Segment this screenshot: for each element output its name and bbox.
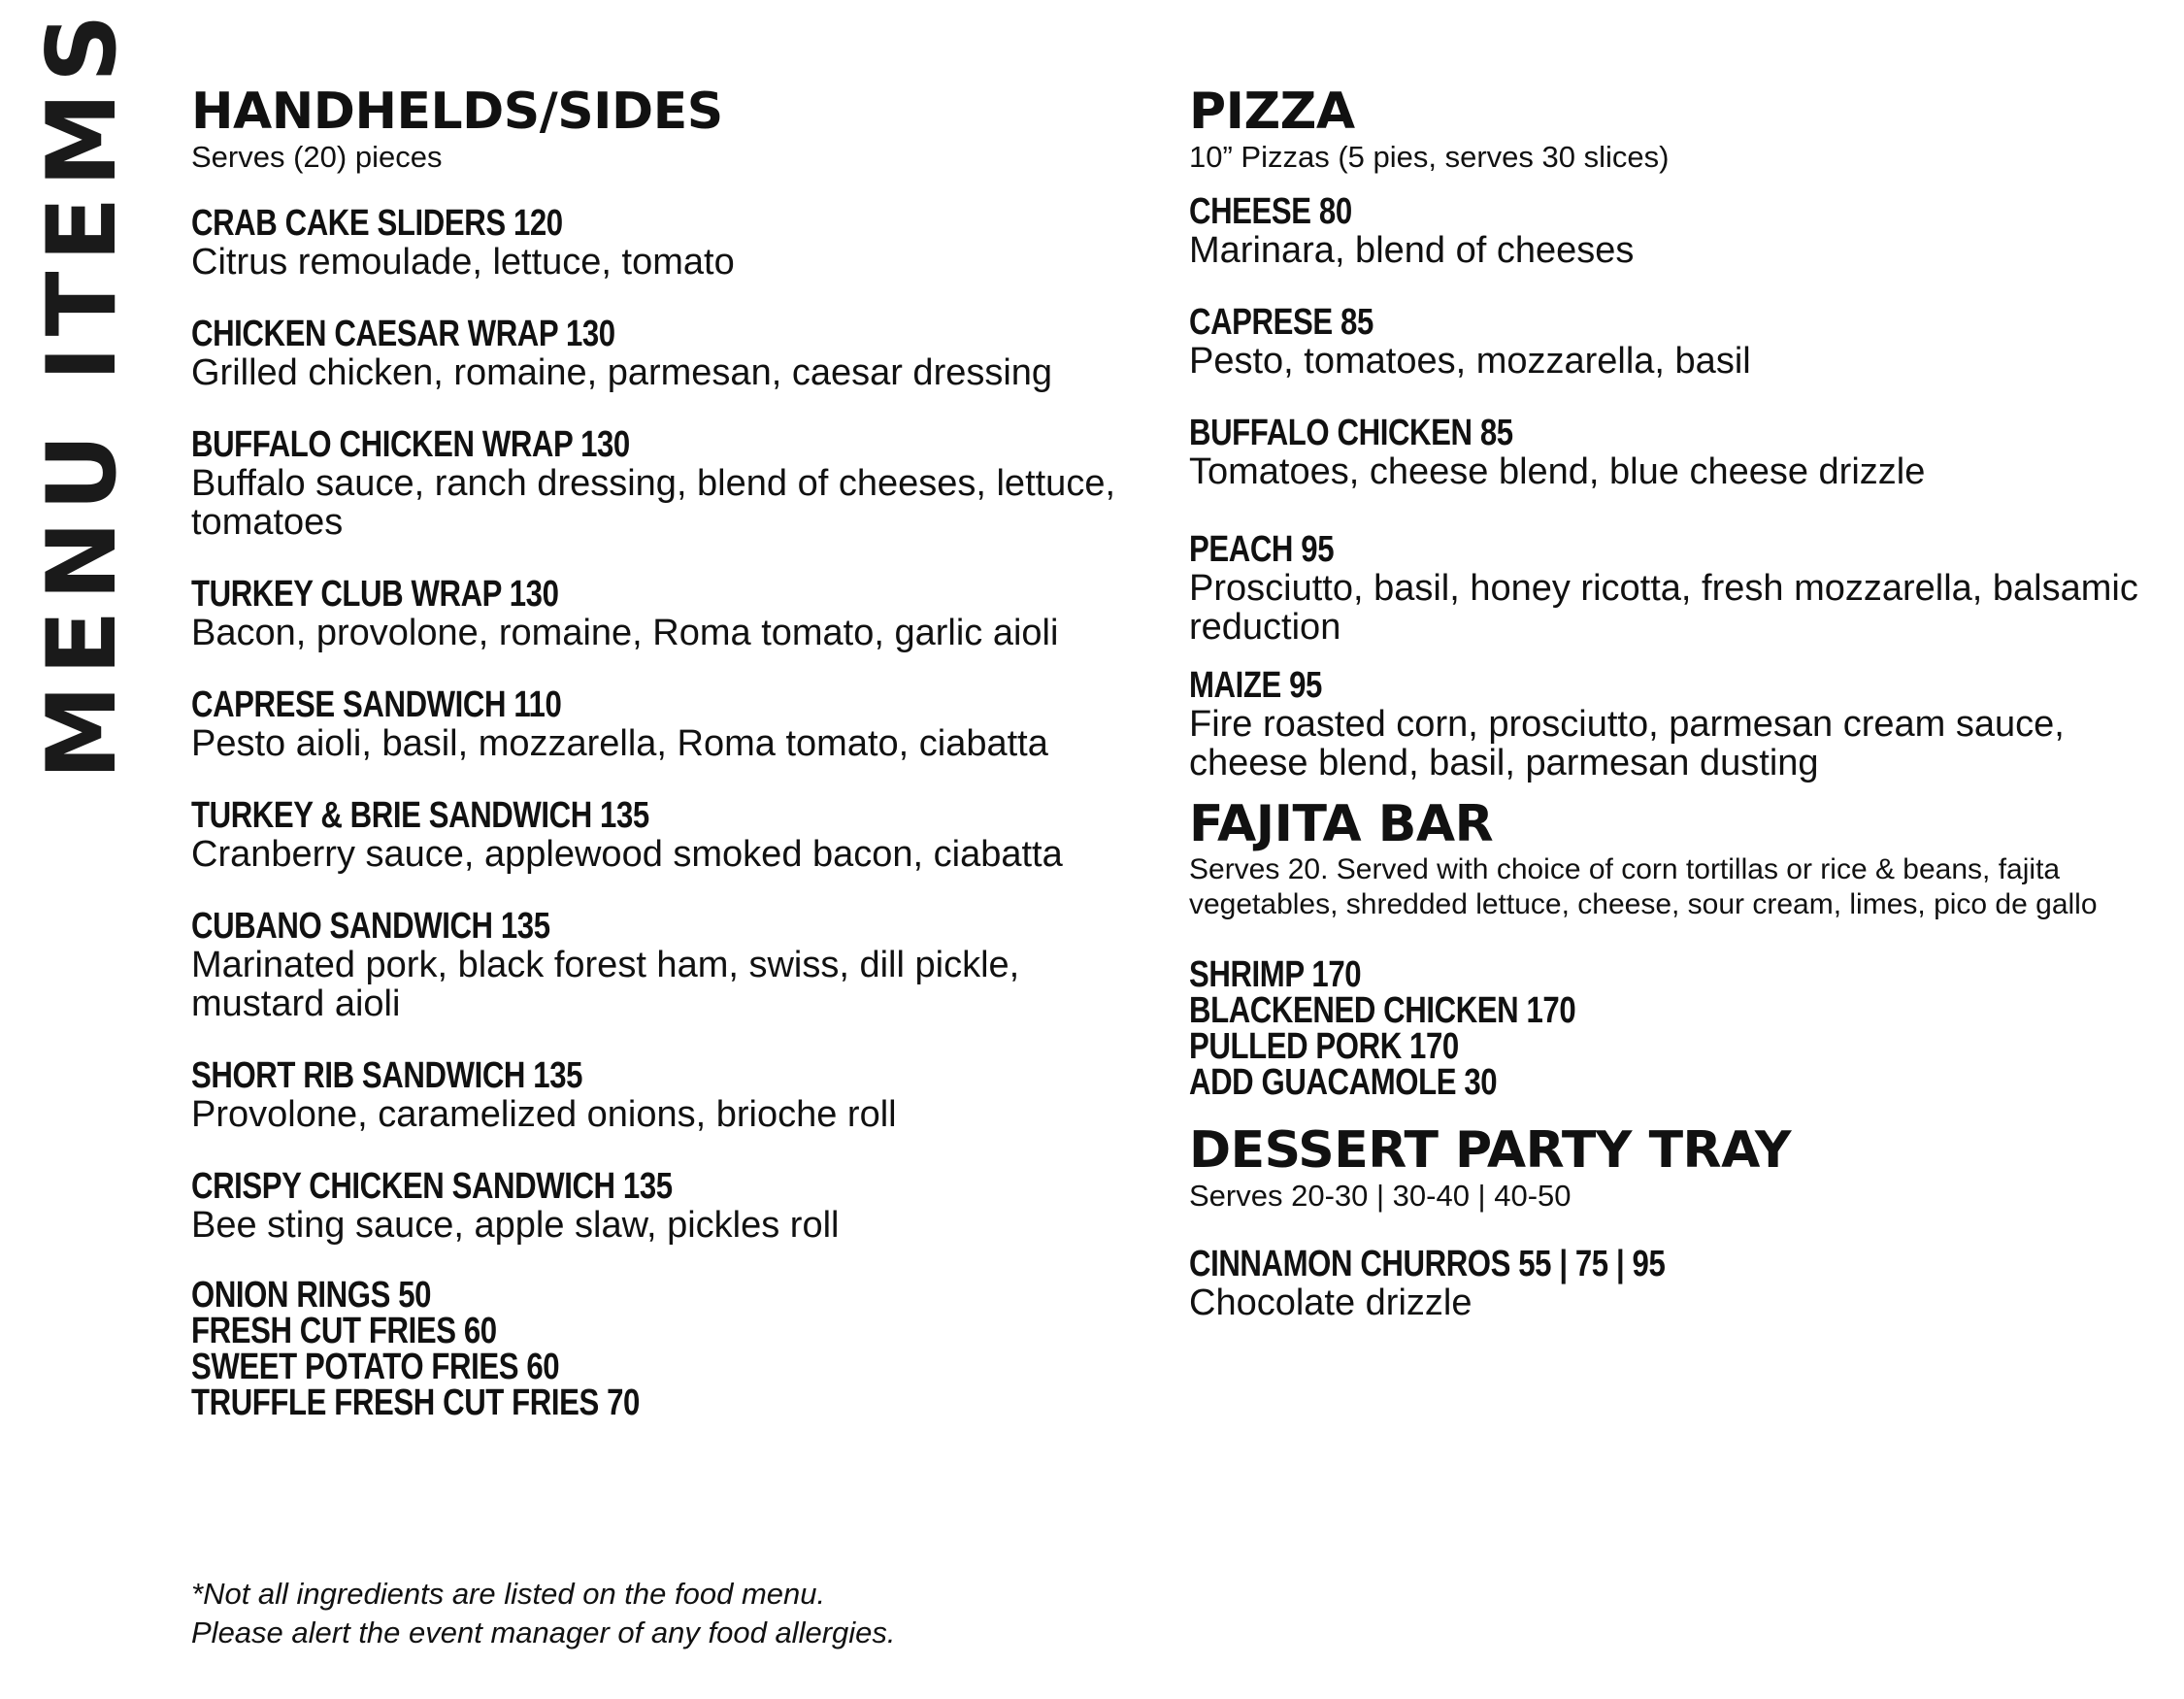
item-name: BUFFALO CHICKEN 85 [1189,413,1513,453]
item-name: CRAB CAKE SLIDERS 120 [191,203,563,244]
sides-list [191,1275,1152,1423]
item-description: Cranberry sauce, applewood smoked bacon, ciabatta [191,834,1063,875]
item-name: PEACH 95 [1189,529,1335,570]
menu-item [191,204,1152,282]
side-item: SWEET POTATO FRIES 60 [191,1347,560,1387]
item-description: Grilled chicken, romaine, parmesan, caesar dressing [191,352,1053,393]
fajita-list [1189,954,2169,1103]
side-item: FRESH CUT FRIES 60 [191,1311,497,1351]
menu-item [191,685,1152,763]
menu-item [191,1167,1152,1245]
menu-item [1189,192,2169,270]
section-subtitle: Serves 20. Served with choice of corn tortillas or rice & beans, fajita vegetables, shredded lettuce, cheese, sour cream, limes, pico de gallo [1189,853,2098,920]
fajita-item: ADD GUACAMOLE 30 [1189,1062,1498,1103]
item-description: Bee sting sauce, apple slaw, pickles roll [191,1205,840,1246]
section-title: HANDHELDS/SIDES [191,83,723,141]
section-title: DESSERT PARTY TRAY [1189,1121,1792,1180]
item-name: BUFFALO CHICKEN WRAP 130 [191,424,630,465]
menu-item [191,907,1152,1023]
item-description: Marinara, blend of cheeses [1189,230,1635,271]
section-title: PIZZA [1189,83,1355,141]
menu-item [191,1056,1152,1134]
menu-item [1189,303,2169,381]
fajita-item: BLACKENED CHICKEN 170 [1189,990,1576,1031]
item-description: Prosciutto, basil, honey ricotta, fresh mozzarella, balsamic reduction [1189,568,2138,648]
pizza-section [1189,83,2169,783]
menu-item [191,425,1152,542]
footnote-line: *Not all ingredients are listed on the food menu. [191,1577,826,1611]
allergy-footnote [191,1575,896,1652]
handhelds-section [191,83,1152,1450]
fajita-item: SHRIMP 170 [1189,954,1362,995]
fajita-item: PULLED PORK 170 [1189,1026,1459,1067]
item-name: CINNAMON CHURROS 55 | 75 | 95 [1189,1244,1666,1284]
item-description: Citrus remoulade, lettuce, tomato [191,242,735,283]
item-name: CRISPY CHICKEN SANDWICH 135 [191,1166,673,1207]
item-name: CHICKEN CAESAR WRAP 130 [191,314,615,354]
side-title: MENU ITEMS [27,4,138,780]
item-description: Fire roasted corn, prosciutto, parmesan cream sauce, cheese blend, basil, parmesan dusting [1189,704,2065,783]
menu-item [1189,1245,2169,1322]
item-name: MAIZE 95 [1189,665,1322,706]
side-item: ONION RINGS 50 [191,1275,432,1316]
fajita-section [1189,796,2169,1101]
item-name: SHORT RIB SANDWICH 135 [191,1055,583,1096]
item-description: Pesto aioli, basil, mozzarella, Roma tomato, ciabatta [191,723,1048,764]
menu-item [191,796,1152,874]
item-name: CAPRESE 85 [1189,302,1373,343]
section-subtitle: 10” Pizzas (5 pies, serves 30 slices) [1189,140,1670,174]
section-title: FAJITA BAR [1189,795,1494,853]
item-description: Pesto, tomatoes, mozzarella, basil [1189,341,1751,382]
menu-item [1189,414,2169,491]
section-subtitle: Serves (20) pieces [191,140,443,174]
section-subtitle: Serves 20-30 | 30-40 | 40-50 [1189,1179,1572,1213]
item-name: TURKEY CLUB WRAP 130 [191,574,559,615]
menu-item [1189,666,2169,783]
item-description: Tomatoes, cheese blend, blue cheese drizzle [1189,451,1926,492]
footnote-line: Please alert the event manager of any food allergies. [191,1616,896,1649]
item-name: CAPRESE SANDWICH 110 [191,684,562,725]
side-item: TRUFFLE FRESH CUT FRIES 70 [191,1383,640,1423]
item-description: Bacon, provolone, romaine, Roma tomato, garlic aioli [191,613,1059,653]
item-name: CHEESE 80 [1189,191,1352,232]
item-description: Chocolate drizzle [1189,1283,1473,1323]
menu-item [191,575,1152,652]
item-description: Provolone, caramelized onions, brioche roll [191,1094,897,1135]
menu-item [191,315,1152,392]
item-description: Marinated pork, black forest ham, swiss, dill pickle, mustard aioli [191,945,1020,1024]
item-name: TURKEY & BRIE SANDWICH 135 [191,795,649,836]
right-column [1189,83,2169,1355]
item-description: Buffalo sauce, ranch dressing, blend of cheeses, lettuce, tomatoes [191,463,1116,543]
dessert-section [1189,1122,2169,1322]
menu-item [1189,530,2169,647]
item-name: CUBANO SANDWICH 135 [191,906,550,947]
